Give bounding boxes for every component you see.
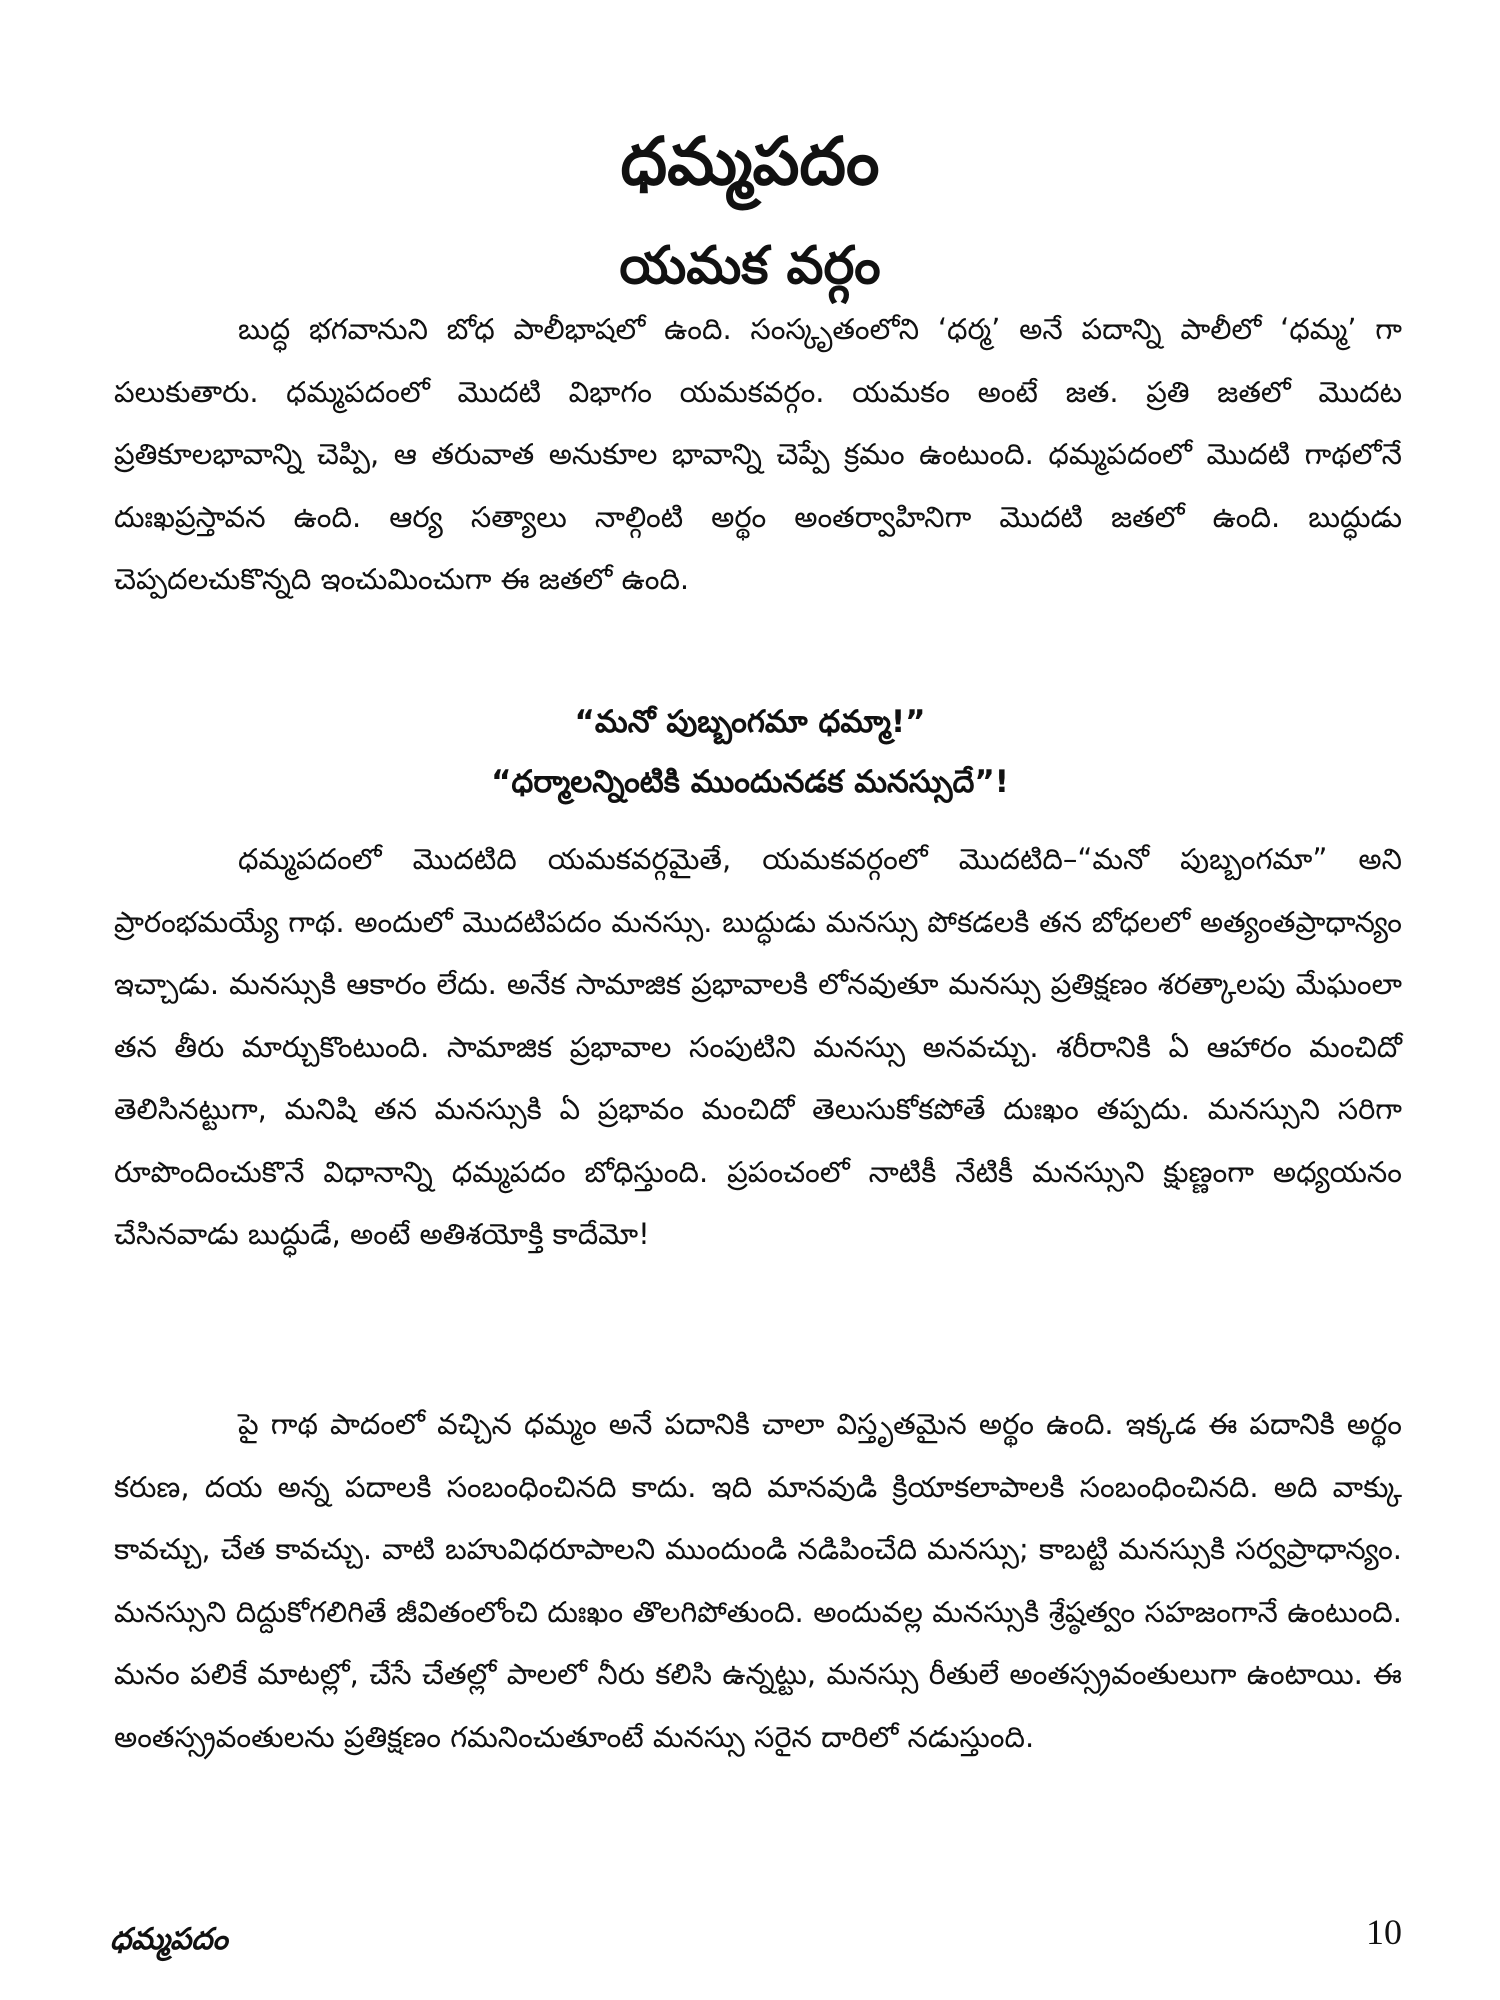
chapter-subtitle: యమక వర్గం: [619, 236, 881, 297]
paragraph-intro: బుద్ధ భగవానుని బోధ పాలీభాషలో ఉంది. సంస్కృతంలోని ‘ధర్మ’ అనే పదాన్ని పాలీలో ‘ధమ్మ’ గా పలుకుతారు. ధమ్మపదంలో మొదటి విభాగం యమకవర్గం. యమకం అంటే జత. ప్రతి జతలో మొదట ప్రతికూలభావాన్ని చెప్పి, ఆ తరువాత అనుకూల భావాన్ని చెప్పే క్రమం ఉంటుంది. ధమ్మపదంలో మొదటి గాథలోనే దుఃఖప్రస్తావన ఉంది. ఆర్య సత్యాలు నాల్గింటి అర్థం అంతర్వాహినిగా మొదటి జతలో ఉంది. బుద్ధుడు చెప్పదలచుకొన్నది ఇంచుమించుగా ఈ జతలో ఉంది.: [114, 312, 1402, 596]
quote-pali: “మనో పుబ్బంగమా ధమ్మా!”: [574, 704, 926, 740]
page-title: ధమ్మపదం: [620, 123, 880, 201]
footer-book-title: ధమ్మపదం: [110, 1922, 228, 1957]
paragraph-mind: ధమ్మపదంలో మొదటిది యమకవర్గమైతే, యమకవర్గంలో మొదటిది–“మనో పుబ్బంగమా” అని ప్రారంభమయ్యే గాథ. అందులో మొదటిపదం మనస్సు. బుద్ధుడు మనస్సు పోకడలకి తన బోధలలో అత్యంతప్రాధాన్యం ఇచ్చాడు. మనస్సుకి ఆకారం లేదు. అనేక సామాజిక ప్రభావాలకి లోనవుతూ మనస్సు ప్రతిక్షణం శరత్కాలపు మేఘంలా తన తీరు మార్చుకొంటుంది. సామాజిక ప్రభావాల సంపుటిని మనస్సు అనవచ్చు. శరీరానికి ఏ ఆహారం మంచిదో తెలిసినట్టుగా, మనిషి తన మనస్సుకి ఏ ప్రభావం మంచిదో తెలుసుకోకపోతే దుఃఖం తప్పదు. మనస్సుని సరిగా రూపొందించుకొనే విధానాన్ని ధమ్మపదం బోధిస్తుంది. ప్రపంచంలో నాటికీ నేటికీ మనస్సుని క్షుణ్ణంగా అధ్యయనం చేసినవాడు బుద్ధుడే, అంటే అతిశయోక్తి కాదేమో!: [114, 842, 1402, 1251]
paragraph-dhamma-meaning: పై గాథ పాదంలో వచ్చిన ధమ్మం అనే పదానికి చాలా విస్తృతమైన అర్థం ఉంది. ఇక్కడ ఈ పదానికి అర్థం కరుణ, దయ అన్న పదాలకి సంబంధించినది కాదు. ఇది మానవుడి క్రియాకలాపాలకి సంబంధించినది. అది వాక్కు కావచ్చు, చేత కావచ్చు. వాటి బహువిధరూపాలని ముందుండి నడిపించేది మనస్సు; కాబట్టి మనస్సుకి సర్వప్రాధాన్యం. మనస్సుని దిద్దుకోగలిగితే జీవితంలోంచి దుఃఖం తొలగిపోతుంది. అందువల్ల మనస్సుకి శ్రేష్ఠత్వం సహజంగానే ఉంటుంది. మనం పలికే మాటల్లో, చేసే చేతల్లో పాలలో నీరు కలిసి ఉన్నట్టు, మనస్సు రీతులే అంతస్స్రవంతులుగా ఉంటాయి. ఈ అంతస్స్రవంతులను ప్రతిక్షణం గమనించుతూంటే మనస్సు సరైన దారిలో నడుస్తుంది.: [114, 1407, 1402, 1754]
quote-telugu: “ధర్మాలన్నింటికి ముందునడక మనస్సుదే”!: [491, 764, 1009, 800]
page-number: 10: [1366, 1912, 1402, 1952]
